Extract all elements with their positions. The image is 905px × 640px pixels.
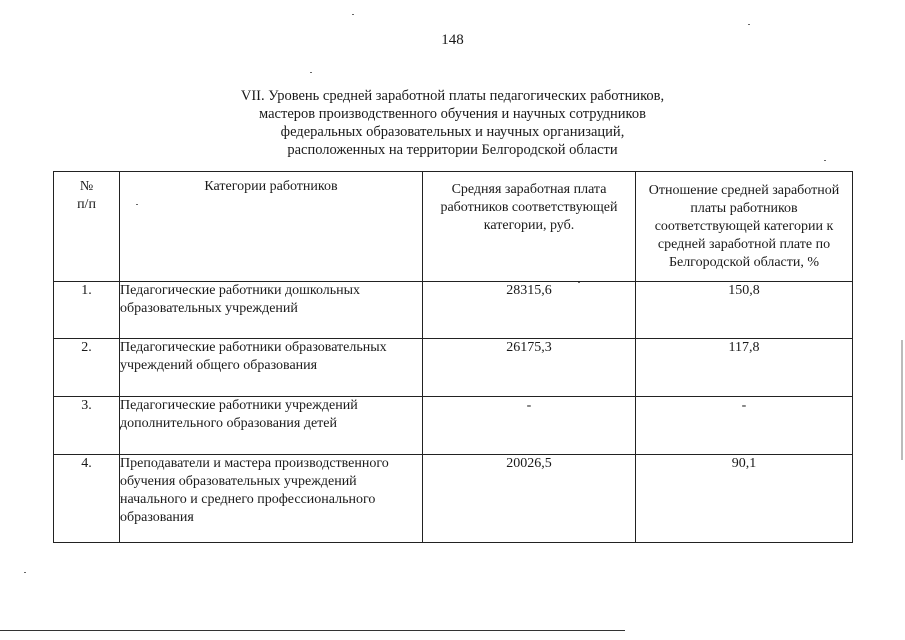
section-title-line-2: мастеров производственного обучения и научных сотрудников bbox=[259, 106, 646, 122]
section-title bbox=[150, 87, 755, 159]
header-salary-ratio: Отношение средней заработной платы работников соответствующей категории к средней заработной плате по Белгородской области, % bbox=[636, 172, 853, 282]
table-header-row bbox=[54, 172, 853, 282]
row-salary-ratio: 90,1 bbox=[636, 455, 853, 543]
row-category: Педагогические работники учреждений дополнительного образования детей bbox=[120, 397, 423, 455]
scan-speck bbox=[824, 160, 826, 161]
section-title-line-4: расположенных на территории Белгородской области bbox=[287, 142, 618, 158]
row-average-salary: 26175,3 bbox=[423, 339, 636, 397]
section-title-line-1: VII. Уровень средней заработной платы педагогических работников, bbox=[240, 88, 665, 104]
row-average-salary: 28315,6 bbox=[423, 282, 636, 339]
table-row bbox=[54, 397, 853, 455]
row-salary-ratio: 150,8 bbox=[636, 282, 853, 339]
row-salary-ratio: - bbox=[636, 397, 853, 455]
row-salary-ratio: 117,8 bbox=[636, 339, 853, 397]
header-category: Категории работников bbox=[120, 172, 423, 282]
section-title-line-3: федеральных образовательных и научных организаций, bbox=[280, 124, 625, 140]
header-number-symbol: № bbox=[79, 179, 94, 194]
header-average-salary: Средняя заработная плата работников соответствующей категории, руб. bbox=[423, 172, 636, 282]
scan-edge-mark bbox=[901, 340, 903, 460]
table-row bbox=[54, 455, 853, 543]
salary-table bbox=[53, 171, 853, 543]
scan-speck bbox=[310, 72, 312, 73]
row-number: 2. bbox=[54, 339, 120, 397]
table-row bbox=[54, 282, 853, 339]
row-average-salary: - bbox=[423, 397, 636, 455]
scan-speck bbox=[24, 572, 26, 573]
row-number: 4. bbox=[54, 455, 120, 543]
row-number: 3. bbox=[54, 397, 120, 455]
scan-bottom-rule bbox=[0, 630, 625, 631]
scan-speck bbox=[352, 14, 354, 15]
header-number-abbrev: п/п bbox=[77, 197, 96, 212]
row-category: Преподаватели и мастера производственного обучения образовательных учреждений начального и среднего профессионального образования bbox=[120, 455, 423, 543]
row-category: Педагогические работники образовательных учреждений общего образования bbox=[120, 339, 423, 397]
scan-speck bbox=[136, 204, 138, 205]
scan-speck bbox=[578, 282, 580, 283]
row-category: Педагогические работники дошкольных образовательных учреждений bbox=[120, 282, 423, 339]
scan-speck bbox=[748, 24, 750, 25]
header-number bbox=[54, 172, 120, 282]
page-number: 148 bbox=[441, 32, 464, 48]
row-average-salary: 20026,5 bbox=[423, 455, 636, 543]
table-row bbox=[54, 339, 853, 397]
row-number: 1. bbox=[54, 282, 120, 339]
